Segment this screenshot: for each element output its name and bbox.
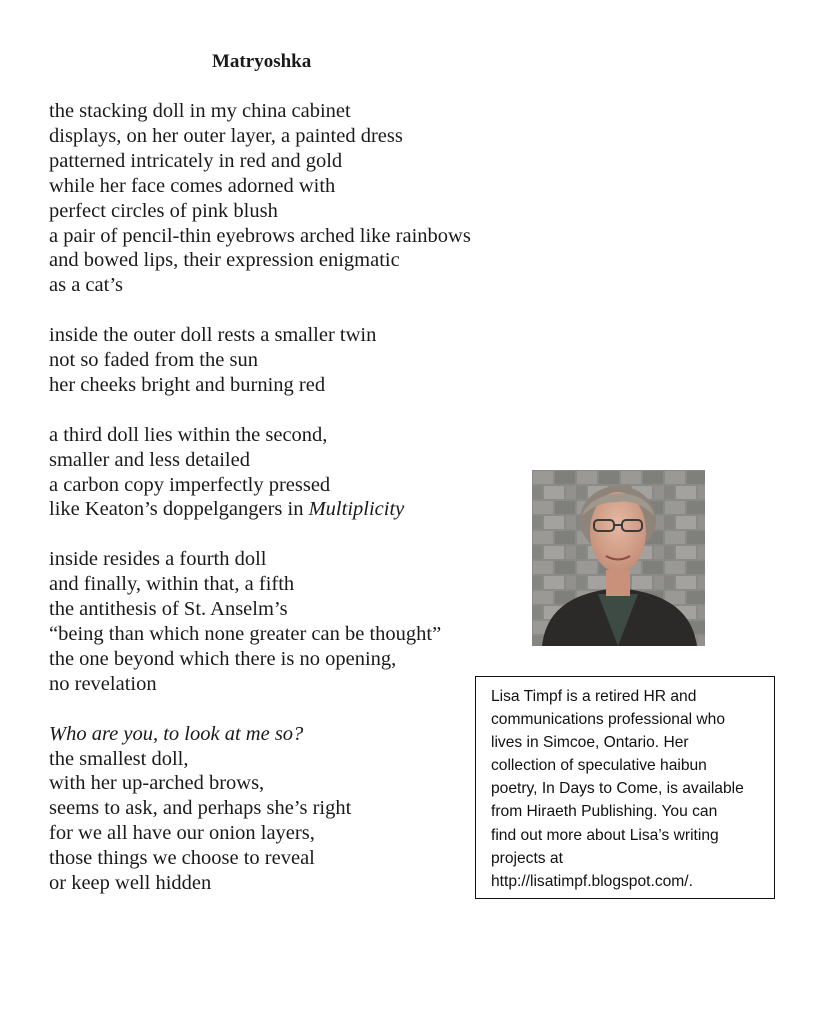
poem-line-text: as a cat’s xyxy=(49,274,123,297)
poem-line xyxy=(49,497,519,522)
poem-line xyxy=(49,224,519,249)
poem-line xyxy=(49,149,519,174)
poem-line-text: and finally, within that, a fifth xyxy=(49,573,295,596)
stanza xyxy=(49,547,519,696)
poem-line xyxy=(49,572,519,597)
poem-line xyxy=(49,622,519,647)
bio-line: collection of speculative haibun xyxy=(491,757,707,775)
poem-line xyxy=(49,373,519,398)
author-photo xyxy=(532,470,705,646)
poem-line-text: inside resides a fourth doll xyxy=(49,548,267,571)
stanza xyxy=(49,423,519,523)
poem-line-text: for we all have our onion layers, xyxy=(49,822,315,845)
poem-line xyxy=(49,597,519,622)
poem-line-text: like Keaton’s doppelgangers in xyxy=(49,498,309,521)
bio-line: poetry, In Days to Come, is available xyxy=(491,780,744,798)
bio-line: from Hiraeth Publishing. You can xyxy=(491,803,718,821)
poem-line-text: “being than which none greater can be thought” xyxy=(49,622,442,645)
poem-line xyxy=(49,747,519,772)
poem-line-text: perfect circles of pink blush xyxy=(49,199,278,222)
poem-line-text: and bowed lips, their expression enigmatic xyxy=(49,249,400,272)
poem-line-text: a carbon copy imperfectly pressed xyxy=(49,473,331,496)
bio-line: http://lisatimpf.blogspot.com/. xyxy=(491,872,693,890)
poem-line xyxy=(49,174,519,199)
bio-line: projects at xyxy=(491,849,563,867)
poem-line xyxy=(49,248,519,273)
poem-line-text: the smallest doll, xyxy=(49,747,189,770)
poem-line-text: with her up-arched brows, xyxy=(49,772,265,795)
bio-line: lives in Simcoe, Ontario. Her xyxy=(491,734,689,752)
poem-line-text: those things we choose to reveal xyxy=(49,847,315,870)
poem-line-text: the stacking doll in my china cabinet xyxy=(49,100,351,122)
poem-line-text: her cheeks bright and burning red xyxy=(49,373,326,396)
poem-line xyxy=(49,448,519,473)
bio-line: find out more about Lisa’s writing xyxy=(491,826,719,844)
poem-line-text: a pair of pencil-thin eyebrows arched like rainbows xyxy=(49,224,471,247)
poem-line-text: patterned intricately in red and gold xyxy=(49,149,343,172)
poem-line xyxy=(49,647,519,672)
poem-line xyxy=(49,547,519,572)
author-bio-box xyxy=(475,676,775,899)
poem-line xyxy=(49,821,519,846)
poem-line xyxy=(49,348,519,373)
poem-body xyxy=(49,99,519,921)
stanza xyxy=(49,323,519,398)
poem-line xyxy=(49,99,519,124)
poem-line-text: seems to ask, and perhaps she’s right xyxy=(49,797,352,820)
poem-line-text: while her face comes adorned with xyxy=(49,174,336,197)
poem-line xyxy=(49,323,519,348)
poem-line-text: displays, on her outer layer, a painted dress xyxy=(49,124,403,147)
poem-line xyxy=(49,846,519,871)
poem-line xyxy=(49,423,519,448)
poem-line xyxy=(49,473,519,498)
poem-line-text: not so faded from the sun xyxy=(49,349,258,372)
bio-line: communications professional who xyxy=(491,711,726,729)
poem-line-text: the antithesis of St. Anselm’s xyxy=(49,598,288,621)
poem-line-text: smaller and less detailed xyxy=(49,448,250,471)
poem-line xyxy=(49,722,519,747)
poem-line-text: or keep well hidden xyxy=(49,872,212,895)
poem-line-text: inside the outer doll rests a smaller twin xyxy=(49,324,377,347)
bio-line: Lisa Timpf is a retired HR and xyxy=(491,688,697,705)
poem-line xyxy=(49,871,519,896)
poem-line-text: the one beyond which there is no opening, xyxy=(49,647,397,670)
poem-line xyxy=(49,199,519,224)
stanza xyxy=(49,722,519,896)
poem-line xyxy=(49,672,519,697)
poem-line-text: Who are you, to look at me so? xyxy=(49,722,304,745)
poem-line-text: no revelation xyxy=(49,672,157,695)
poem-line-text: a third doll lies within the second, xyxy=(49,423,328,446)
poem-line xyxy=(49,273,519,298)
film-title: Multiplicity xyxy=(308,498,405,521)
poem-line xyxy=(49,124,519,149)
poem-line xyxy=(49,796,519,821)
poem-line xyxy=(49,771,519,796)
stanza xyxy=(49,99,519,298)
poem-title: Matryoshka xyxy=(212,51,312,72)
